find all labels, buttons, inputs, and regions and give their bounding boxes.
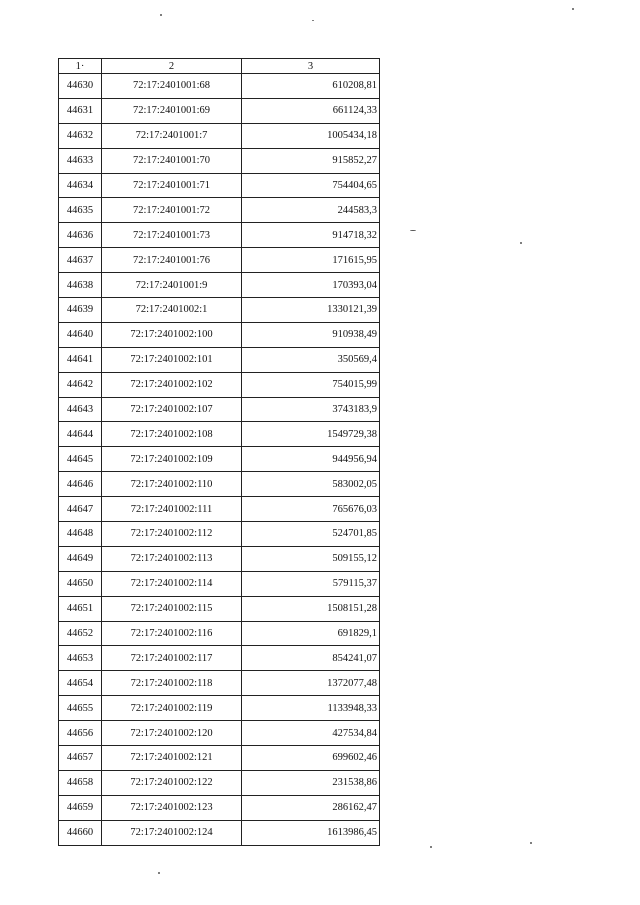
row-number-cell: 44630 [59, 74, 102, 99]
row-number-cell: 44639 [59, 298, 102, 323]
row-number-cell: 44652 [59, 621, 102, 646]
table-row [59, 795, 380, 820]
table-row [59, 322, 380, 347]
table-row [59, 447, 380, 472]
table-row [59, 671, 380, 696]
scan-speck [530, 842, 532, 844]
cadastral-number-cell: 72:17:2401002:119 [102, 696, 242, 721]
value-cell: 509155,12 [242, 546, 380, 571]
cadastral-number-cell: 72:17:2401002:107 [102, 397, 242, 422]
table-row [59, 273, 380, 298]
cadastral-number-cell: 72:17:2401001:7 [102, 123, 242, 148]
row-number-cell: 44638 [59, 273, 102, 298]
value-cell: 427534,84 [242, 721, 380, 746]
table-row [59, 696, 380, 721]
cadastral-number-cell: 72:17:2401002:1 [102, 298, 242, 323]
cadastral-number-cell: 72:17:2401002:114 [102, 571, 242, 596]
cadastral-number-cell: 72:17:2401002:101 [102, 347, 242, 372]
scan-speck [572, 8, 574, 10]
row-number-cell: 44643 [59, 397, 102, 422]
cadastral-number-cell: 72:17:2401001:69 [102, 98, 242, 123]
table-row [59, 123, 380, 148]
cadastral-number-cell: 72:17:2401002:110 [102, 472, 242, 497]
table-row [59, 497, 380, 522]
value-cell: 754015,99 [242, 372, 380, 397]
table-row [59, 522, 380, 547]
value-cell: 914718,32 [242, 223, 380, 248]
table-row [59, 746, 380, 771]
scan-speck [312, 20, 314, 21]
cadastral-number-cell: 72:17:2401001:71 [102, 173, 242, 198]
table-row [59, 422, 380, 447]
table-row [59, 198, 380, 223]
column-header-1: 1· [59, 59, 102, 74]
table-body [59, 74, 380, 846]
cadastral-number-cell: 72:17:2401002:120 [102, 721, 242, 746]
table-row [59, 372, 380, 397]
row-number-cell: 44645 [59, 447, 102, 472]
value-cell: 691829,1 [242, 621, 380, 646]
registry-table [58, 58, 380, 846]
value-cell: 754404,65 [242, 173, 380, 198]
table-header [59, 59, 380, 74]
cadastral-number-cell: 72:17:2401002:116 [102, 621, 242, 646]
row-number-cell: 44641 [59, 347, 102, 372]
cadastral-number-cell: 72:17:2401002:100 [102, 322, 242, 347]
value-cell: 1508151,28 [242, 596, 380, 621]
value-cell: 915852,27 [242, 148, 380, 173]
cadastral-number-cell: 72:17:2401002:111 [102, 497, 242, 522]
value-cell: 1372077,48 [242, 671, 380, 696]
value-cell: 171615,95 [242, 248, 380, 273]
value-cell: 524701,85 [242, 522, 380, 547]
cadastral-number-cell: 72:17:2401002:121 [102, 746, 242, 771]
value-cell: 944956,94 [242, 447, 380, 472]
value-cell: 1613986,45 [242, 820, 380, 845]
table-row [59, 248, 380, 273]
table-row [59, 223, 380, 248]
value-cell: 3743183,9 [242, 397, 380, 422]
row-number-cell: 44653 [59, 646, 102, 671]
cadastral-number-cell: 72:17:2401001:72 [102, 198, 242, 223]
value-cell: 1133948,33 [242, 696, 380, 721]
cadastral-number-cell: 72:17:2401002:109 [102, 447, 242, 472]
value-cell: 610208,81 [242, 74, 380, 99]
row-number-cell: 44655 [59, 696, 102, 721]
table-row [59, 621, 380, 646]
table-row [59, 770, 380, 795]
cadastral-number-cell: 72:17:2401002:112 [102, 522, 242, 547]
table-row [59, 646, 380, 671]
row-number-cell: 44636 [59, 223, 102, 248]
scan-speck [430, 846, 432, 848]
scan-speck [410, 230, 416, 231]
header-row [59, 59, 380, 74]
scan-speck [160, 14, 162, 16]
row-number-cell: 44635 [59, 198, 102, 223]
value-cell: 231538,86 [242, 770, 380, 795]
row-number-cell: 44656 [59, 721, 102, 746]
table-row [59, 74, 380, 99]
row-number-cell: 44660 [59, 820, 102, 845]
cadastral-number-cell: 72:17:2401002:122 [102, 770, 242, 795]
value-cell: 854241,07 [242, 646, 380, 671]
cadastral-number-cell: 72:17:2401001:9 [102, 273, 242, 298]
row-number-cell: 44657 [59, 746, 102, 771]
row-number-cell: 44654 [59, 671, 102, 696]
value-cell: 583002,05 [242, 472, 380, 497]
cadastral-number-cell: 72:17:2401001:73 [102, 223, 242, 248]
value-cell: 661124,33 [242, 98, 380, 123]
value-cell: 350569,4 [242, 347, 380, 372]
row-number-cell: 44633 [59, 148, 102, 173]
row-number-cell: 44644 [59, 422, 102, 447]
cadastral-number-cell: 72:17:2401002:124 [102, 820, 242, 845]
cadastral-number-cell: 72:17:2401001:68 [102, 74, 242, 99]
table-row [59, 347, 380, 372]
table-row [59, 298, 380, 323]
column-header-3: 3 [242, 59, 380, 74]
table-row [59, 397, 380, 422]
value-cell: 579115,37 [242, 571, 380, 596]
value-cell: 286162,47 [242, 795, 380, 820]
table-row [59, 98, 380, 123]
value-cell: 910938,49 [242, 322, 380, 347]
row-number-cell: 44634 [59, 173, 102, 198]
table-row [59, 571, 380, 596]
row-number-cell: 44651 [59, 596, 102, 621]
row-number-cell: 44658 [59, 770, 102, 795]
table-row [59, 721, 380, 746]
column-header-2: 2 [102, 59, 242, 74]
table-row [59, 173, 380, 198]
scan-speck [520, 242, 522, 244]
cadastral-number-cell: 72:17:2401001:70 [102, 148, 242, 173]
value-cell: 1330121,39 [242, 298, 380, 323]
table-row [59, 148, 380, 173]
value-cell: 1005434,18 [242, 123, 380, 148]
row-number-cell: 44632 [59, 123, 102, 148]
row-number-cell: 44659 [59, 795, 102, 820]
row-number-cell: 44650 [59, 571, 102, 596]
value-cell: 1549729,38 [242, 422, 380, 447]
row-number-cell: 44649 [59, 546, 102, 571]
cadastral-number-cell: 72:17:2401002:123 [102, 795, 242, 820]
row-number-cell: 44647 [59, 497, 102, 522]
value-cell: 170393,04 [242, 273, 380, 298]
value-cell: 765676,03 [242, 497, 380, 522]
row-number-cell: 44648 [59, 522, 102, 547]
cadastral-number-cell: 72:17:2401002:102 [102, 372, 242, 397]
row-number-cell: 44637 [59, 248, 102, 273]
value-cell: 699602,46 [242, 746, 380, 771]
table-row [59, 820, 380, 845]
cadastral-number-cell: 72:17:2401002:117 [102, 646, 242, 671]
scan-speck [158, 872, 160, 874]
row-number-cell: 44631 [59, 98, 102, 123]
table-row [59, 596, 380, 621]
cadastral-number-cell: 72:17:2401002:115 [102, 596, 242, 621]
cadastral-number-cell: 72:17:2401001:76 [102, 248, 242, 273]
cadastral-number-cell: 72:17:2401002:113 [102, 546, 242, 571]
row-number-cell: 44646 [59, 472, 102, 497]
table-row [59, 546, 380, 571]
row-number-cell: 44642 [59, 372, 102, 397]
cadastral-number-cell: 72:17:2401002:108 [102, 422, 242, 447]
cadastral-number-cell: 72:17:2401002:118 [102, 671, 242, 696]
row-number-cell: 44640 [59, 322, 102, 347]
table-row [59, 472, 380, 497]
value-cell: 244583,3 [242, 198, 380, 223]
